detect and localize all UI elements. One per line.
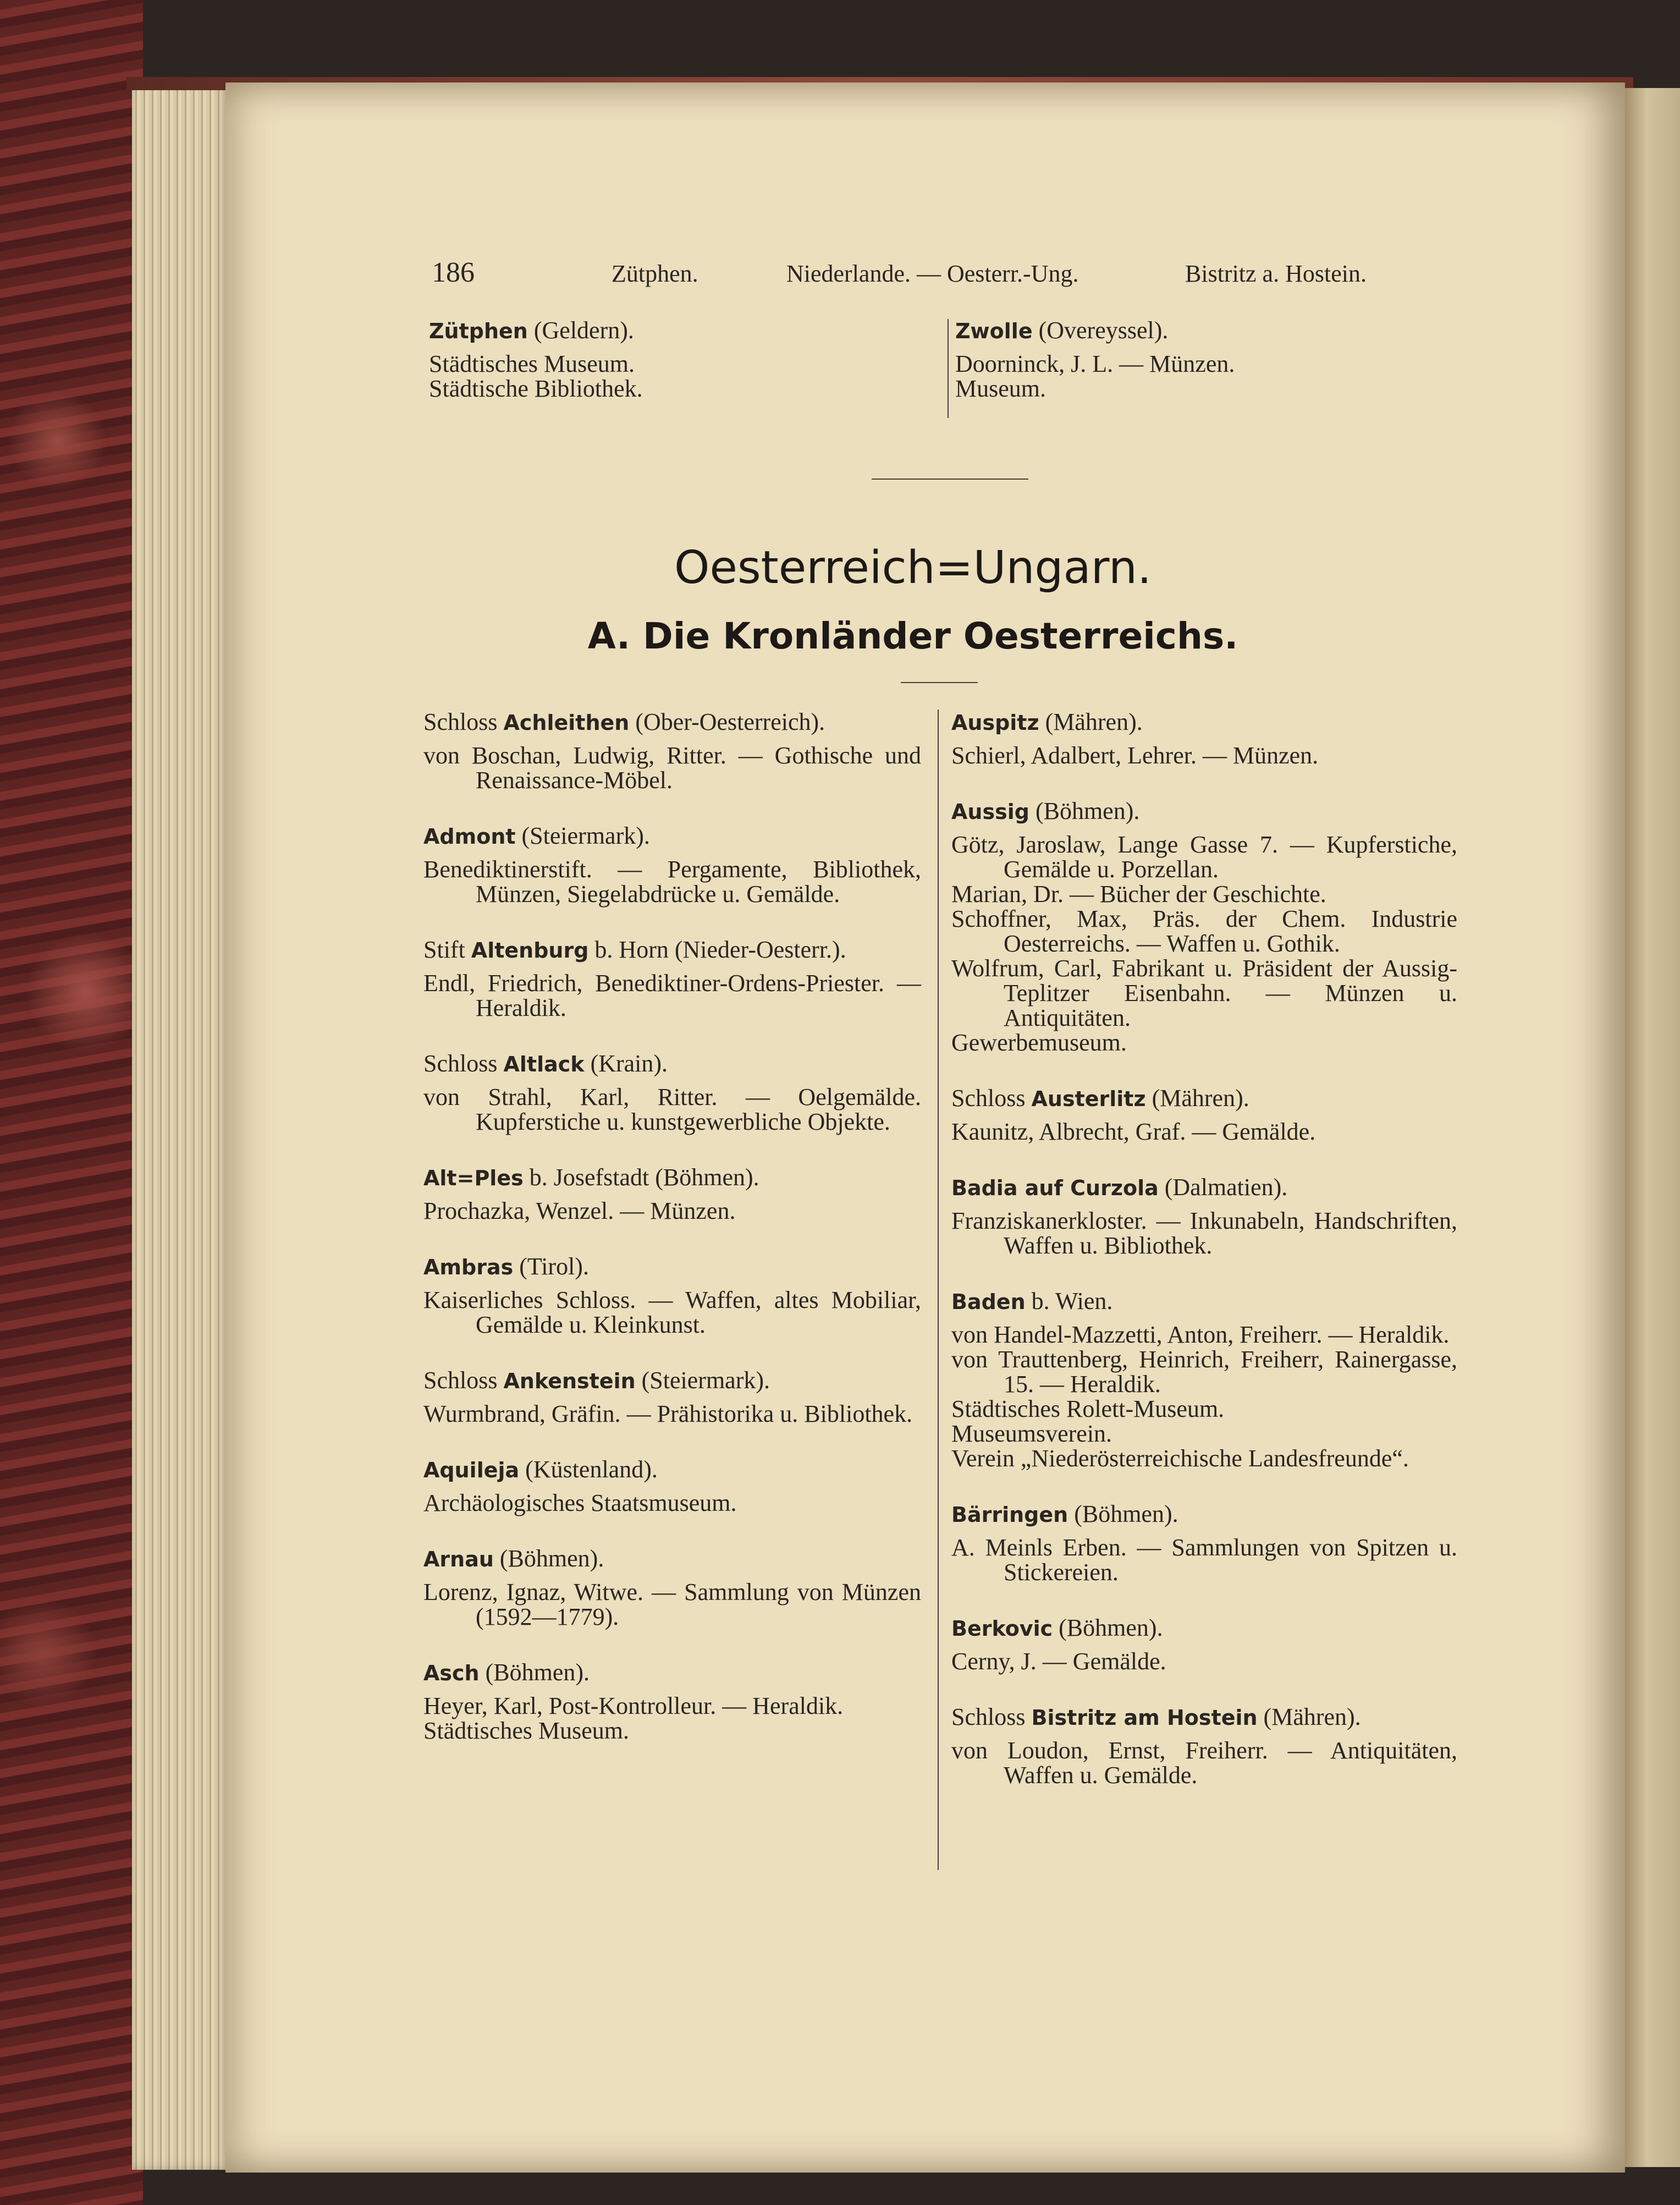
entry-heading: Schloss Altlack (Krain). bbox=[423, 1050, 668, 1077]
entry-line: Städtisches Museum. bbox=[429, 350, 635, 377]
section-subtitle: A. Die Kronländer Oesterreichs. bbox=[587, 615, 1238, 657]
column-rule bbox=[938, 710, 939, 1870]
entry-line: Archäologisches Staatsmuseum. bbox=[423, 1489, 737, 1516]
running-head-right: Bistritz a. Hostein. bbox=[1185, 260, 1367, 287]
entry-line: Wolfrum, Carl, Fabrikant u. Präsident der Aussig-Teplitzer Eisenbahn. — Münzen u. Antiquitäten. bbox=[951, 955, 1457, 1031]
entry-line: A. Meinls Erben. — Sammlungen von Spitzen u. Stickereien. bbox=[951, 1534, 1457, 1586]
entry-line: von Loudon, Ernst, Freiherr. — Antiquitäten, Waffen u. Gemälde. bbox=[951, 1737, 1457, 1789]
entry-heading: Baden b. Wien. bbox=[951, 1288, 1113, 1315]
entry-line: Gewerbemuseum. bbox=[951, 1029, 1127, 1056]
entry-line: von Strahl, Karl, Ritter. — Oelgemälde. Kupferstiche u. kunstgewerbliche Objekte. bbox=[423, 1084, 921, 1135]
entry-heading: Arnau (Böhmen). bbox=[423, 1545, 604, 1572]
entry-line: Städtische Bibliothek. bbox=[429, 375, 643, 402]
page-number: 186 bbox=[432, 257, 475, 288]
column-rule bbox=[948, 319, 949, 418]
entry-line: von Handel-Mazzetti, Anton, Freiherr. — Heraldik. bbox=[951, 1321, 1450, 1348]
facing-page-edge bbox=[1625, 88, 1680, 2167]
section-rule bbox=[872, 479, 1028, 480]
entry-line: Cerny, J. — Gemälde. bbox=[951, 1648, 1166, 1675]
entry-line: Schierl, Adalbert, Lehrer. — Münzen. bbox=[951, 742, 1319, 769]
entry-heading: Asch (Böhmen). bbox=[423, 1659, 590, 1686]
entry-heading: Schloss Bistritz am Hostein (Mähren). bbox=[951, 1703, 1361, 1730]
country-title: Oesterreich=Ungarn. bbox=[674, 542, 1152, 594]
entry-line: Götz, Jaroslaw, Lange Gasse 7. — Kupferstiche, Gemälde u. Porzellan. bbox=[951, 831, 1457, 883]
entry-heading: Admont (Steiermark). bbox=[423, 822, 650, 849]
entry-heading: Zütphen (Geldern). bbox=[429, 317, 634, 344]
entry-line: Heyer, Karl, Post-Kontrolleur. — Heraldik. bbox=[423, 1692, 844, 1719]
entry-line: Franziskanerkloster. — Inkunabeln, Handschriften, Waffen u. Bibliothek. bbox=[951, 1207, 1457, 1259]
entry-line: Städtisches Rolett-Museum. bbox=[951, 1395, 1225, 1422]
entry-line: Kaunitz, Albrecht, Graf. — Gemälde. bbox=[951, 1118, 1316, 1145]
entry-heading: Stift Altenburg b. Horn (Nieder-Oesterr.). bbox=[423, 936, 846, 963]
entry-line: Endl, Friedrich, Benediktiner-Ordens-Priester. — Heraldik. bbox=[423, 970, 921, 1021]
entry-line: Museum. bbox=[955, 375, 1046, 402]
entry-line: Museumsverein. bbox=[951, 1420, 1112, 1447]
entry-line: Lorenz, Ignaz, Witwe. — Sammlung von Münzen (1592—1779). bbox=[423, 1579, 921, 1630]
entry-line: von Trauttenberg, Heinrich, Freiherr, Rainergasse, 15. — Heraldik. bbox=[951, 1346, 1457, 1398]
entry-heading: Berkovic (Böhmen). bbox=[951, 1614, 1163, 1641]
entry-line: Kaiserliches Schloss. — Waffen, altes Mobiliar, Gemälde u. Kleinkunst. bbox=[423, 1286, 921, 1338]
entry-heading: Aquileja (Küstenland). bbox=[423, 1456, 658, 1483]
entry-heading: Alt=Ples b. Josefstadt (Böhmen). bbox=[423, 1164, 759, 1191]
top-right-column bbox=[955, 318, 1439, 401]
entry-line: von Boschan, Ludwig, Ritter. — Gothische und Renaissance-Möbel. bbox=[423, 742, 921, 794]
entry-line: Schoffner, Max, Präs. der Chem. Industrie Oesterreichs. — Waffen u. Gothik. bbox=[951, 905, 1457, 957]
top-left-column bbox=[429, 318, 924, 401]
entry-heading: Badia auf Curzola (Dalmatien). bbox=[951, 1174, 1288, 1201]
entry-line: Doorninck, J. L. — Münzen. bbox=[955, 350, 1235, 377]
entry-line: Marian, Dr. — Bücher der Geschichte. bbox=[951, 881, 1326, 908]
entry-heading: Zwolle (Overeyssel). bbox=[955, 317, 1169, 344]
entry-heading: Ambras (Tirol). bbox=[423, 1253, 589, 1280]
running-head-center: Niederlande. — Oesterr.-Ung. bbox=[786, 260, 1079, 287]
entry-line: Verein „Niederösterreichische Landesfreunde“. bbox=[951, 1445, 1409, 1472]
entry-heading: Aussig (Böhmen). bbox=[951, 798, 1140, 824]
entry-heading: Schloss Austerlitz (Mähren). bbox=[951, 1085, 1249, 1112]
page-edges bbox=[132, 80, 231, 2170]
entry-line: Prochazka, Wenzel. — Münzen. bbox=[423, 1197, 736, 1224]
entry-heading: Bärringen (Böhmen). bbox=[951, 1500, 1178, 1527]
entry-heading: Auspitz (Mähren). bbox=[951, 708, 1143, 735]
left-column bbox=[423, 710, 921, 1743]
book-binding bbox=[0, 0, 143, 2205]
entry-line: Städtisches Museum. bbox=[423, 1717, 629, 1744]
entry-heading: Schloss Achleithen (Ober-Oesterreich). bbox=[423, 708, 825, 735]
section-rule bbox=[901, 682, 978, 683]
entry-heading: Schloss Ankenstein (Steiermark). bbox=[423, 1367, 770, 1394]
running-head-left: Zütphen. bbox=[612, 260, 698, 287]
right-column bbox=[951, 710, 1457, 1788]
entry-line: Wurmbrand, Gräfin. — Prähistorika u. Bibliothek. bbox=[423, 1400, 913, 1427]
entry-line: Benediktinerstift. — Pergamente, Bibliothek, Münzen, Siegelabdrücke u. Gemälde. bbox=[423, 856, 921, 908]
